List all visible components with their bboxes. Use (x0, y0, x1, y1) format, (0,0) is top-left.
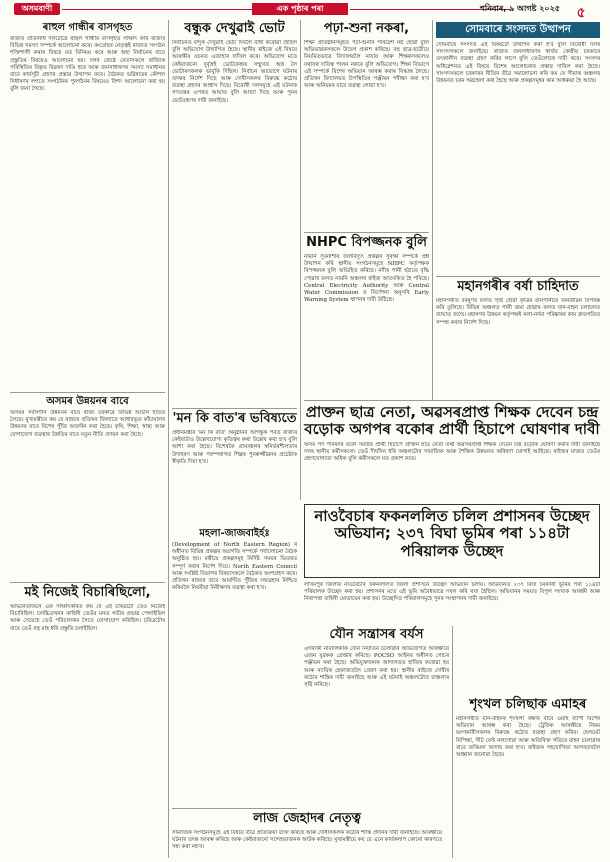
body-mahla: (Development of North Eastern Region) ৰ অধীনত বিভিন্ন প্ৰকল্পৰ অগ্ৰগতি সম্পৰ্কে পৰ্যালোচনা বৈঠক অনুষ্ঠিত হয়। মন্ত্ৰীয়ে প্ৰকল্পসমূহ নিৰ্দিষ্ট সময়ৰ ভিতৰত সম্পূৰ্ণ কৰাৰ নিৰ্দেশ দিয়ে। North Eastern Council আৰু সংশ্লিষ্ট বিভাগৰ বিষয়াসকলে বৈঠকত অংশগ্ৰহণ কৰে। প্ৰতিখন ৰাজ্যৰ বাবে আবণ্টিত পুঁজিৰ সদ্ব্যৱহাৰ নিশ্চিত কৰিবলৈ নিয়মীয়া নিৰীক্ষণৰ ব্যৱস্থা কৰা হ'ব। (172, 542, 297, 592)
page-number: ৫ (576, 5, 586, 21)
body-asom: অসমৰ সৰ্বাংগীন উন্নয়নৰ বাবে ৰাজ্য চৰকাৰে বিভিন্ন আঁচনি হাতত লৈছে। মুখ্যমন্ত্ৰীয়ে কয় যে ৰাজ্যৰ প্ৰতিখন জিলাতে আধাৰভূত কাঁচামালৰ উন্নয়নৰ বাবে বিশেষ পুঁজি আবণ্টন কৰা হৈছে। কৃষি, শিক্ষা, স্বাস্থ্য আৰু যোগাযোগ ব্যৱস্থাৰ উন্নতিৰ বাবে নতুন নীতি প্ৰণয়ন কৰা হৈছে। (10, 410, 165, 438)
headline-porha: পঢ়া-শুনা নকৰা, (323, 21, 410, 36)
body-mon: প্ৰধানমন্ত্ৰীৰ 'মন কি বাত' অনুষ্ঠানৰ আগন্তুক পৰ্বত ৰাজ্যৰ কেইবাটাও উল্লেখযোগ্য কৃতিত্বৰ কথা উল্লেখ কৰা হ'ব বুলি আশা কৰা হৈছে। বিশেষকৈ গ্ৰামাঞ্চলৰ স্বনিৰ্ভৰশীলতাৰ উদাহৰণ আৰু পৰম্পৰাগত শিল্পৰ পুনৰুজ্জীৱনৰ প্ৰচেষ্টাক স্বীকৃতি দিয়া হ'ব। (172, 430, 297, 465)
headline-mai: মই নিজেই বিচাৰিছিলো, (24, 585, 151, 600)
column-rule (452, 626, 453, 858)
body-porha: শিক্ষা প্ৰতিষ্ঠানসমূহত পঢ়া-শুনাৰ পৰিৱেশ নষ্ট হোৱা বুলি অভিভাৱকসকলে উদ্বেগ প্ৰকাশ কৰিছে। বহু ছাত্ৰ-ছাত্ৰীয়ে নিয়মিতভাৱে বিদ্যালয়লৈ নাযায় আৰু শিক্ষকসকলেও যথাযথ দায়িত্ব পালন নকৰে বুলি অভিযোগ। শিক্ষা বিভাগে এই সম্পৰ্কে বিশেষ অভিযান আৰম্ভ কৰাৰ সিদ্ধান্ত লৈছে। প্ৰতিখন বিদ্যালয়ত উপস্থিতিৰ পঞ্জীয়ন পৰীক্ষা কৰা হ'ব আৰু অনিয়মৰ বাবে ব্যৱস্থা লোৱা হ'ব। (304, 40, 429, 90)
headline-mahanagar: মহানগৰীৰ বৰ্ষা চাহিদাত (457, 279, 579, 294)
headline-bandh: বন্ধুক দেখুৱাই ভোট (184, 21, 285, 36)
body-prakton: অসম গণ পৰিষদৰ বকো সমষ্টিৰ প্ৰাৰ্থী হিচাপে প্ৰাক্তন ছাত্ৰ নেতা তথা অৱসৰপ্ৰাপ্ত শিক্ষক দেবেন চন্দ্ৰ বড়োক ঘোষণা কৰাৰ দাবী জনাইছে দলৰ স্থানীয় কৰ্মীসকলে। তেওঁ দীৰ্ঘদিন ধৰি অঞ্চলটোৰ সামাজিক আৰু শৈক্ষিক উন্নয়নত অৰিহণা যোগাই আহিছে। ৰাইজৰ মাজত তেওঁৰ গ্ৰহণযোগ্যতা অধিক বুলি কৰ্মীসকলে মত প্ৰকাশ কৰে। (304, 442, 600, 463)
body-bandh: নিৰ্বাচনত বন্দুক দেখুৱাই ভোট দিবলৈ বাধ্য কৰোৱা হৈছিল বুলি অভিযোগ উত্থাপিত হৈছে। স্থানীয় ৰাইজে এই বিষয়ে আৰক্ষীৰ ওচৰত এজাহাৰ দাখিল কৰে। অভিযোগ মতে কেইবাজনো দুৰ্বৃত্তই ভোটকেন্দ্ৰৰ সন্মুখত অস্ত্ৰ লৈ ভোটাৰসকলক ভাবুকি দিছিল। নিৰ্বাচন আয়োগে ঘটনাৰ তদন্তৰ নিৰ্দেশ দিছে আৰু দোষীসকলৰ বিৰুদ্ধে কঠোৰ ব্যৱস্থা গ্ৰহণৰ আশ্বাস দিছে। বিৰোধী দলসমূহে এই ঘটনাক গণতন্ত্ৰৰ ওপৰত আঘাত বুলি আখ্যা দিছে আৰু পুনৰ ভোটগ্ৰহণৰ দাবী জনাইছে। (172, 40, 297, 104)
section-divider (10, 582, 165, 583)
body-shrinkhal: মহানগৰীত যান-বাহনৰ শৃংখলা ৰক্ষাৰ বাবে এমাহ ব্যাপী বিশেষ অভিযান আৰম্ভ কৰা হৈছে। ট্ৰেফিক আৰক্ষীয়ে নিয়ম ভংগকাৰীসকলৰ বিৰুদ্ধে কঠোৰ ব্যৱস্থা গ্ৰহণ কৰিব। হেলমেট নিপিন্ধা, সীট বেল্ট নলগোৱা আৰু অতিৰিক্ত গতিৰে বাহন চলোৱাৰ বাবে জৰিমনা আদায় কৰা হ'ব। ৰাইজক সহযোগিতা আগবঢ়াবলৈ আহ্বান জনোৱা হৈছে। (456, 716, 600, 759)
header-divider (62, 9, 252, 10)
body-mahanagar: মহানগৰীত বৰষুণৰ ফলত সৃষ্টি হোৱা কৃত্ৰিম বানপানীয়ে জনজীৱন বিপৰ্যস্ত কৰি তুলিছে। বিভিন্ন অঞ্চলত পানী জমা হোৱাৰ ফলত যান-বাহন চলাচলত ব্যাঘাত জন্মে। মহানগৰ উন্নয়ন কৰ্তৃপক্ষই নলা-নৰ্দমা পৰিষ্কাৰৰ কাম দ্ৰুতগতিত সম্পন্ন কৰাৰ নিৰ্দেশ দিছে। (436, 298, 600, 326)
headline-mon: 'মন কি বাত'ৰ ভবিষ্যতে (172, 411, 297, 426)
headline-asom: অসমৰ উন্নয়নৰ বাবে (46, 396, 129, 407)
headline-jaun: যৌন সন্ত্ৰাসৰ বৰ্যস (329, 627, 424, 642)
section-divider (304, 400, 600, 401)
column-rule (168, 20, 169, 858)
section-divider (172, 808, 297, 809)
headline-naobaisa: নাওবৈচাৰ ফকনললিত চলিল প্ৰশাসনৰ উচ্ছেদ অভিযান; ২৩৭ বিঘা ভূমিৰ পৰা ১১৪টা পৰিয়ালক উচ্ছেদ (314, 507, 590, 560)
body-laj: সামাজিক সংগঠনসমূহে এই বিষয়ে তীব্ৰ প্ৰতিক্ৰিয়া ব্যক্ত কৰিছে আৰু দোষীসকলক কঠোৰ শাস্তি প্ৰদানৰ দাবী জনাইছে। আৰক্ষীয়ে ঘটনাৰ তদন্ত আৰম্ভ কৰিছে আৰু কেইবাজনো সন্দেহভাজনক আটক কৰিছে। মুখ্যমন্ত্ৰীয়ে কয় যে এনে কাৰ্যকলাপ কোনো কাৰণতে সহ্য কৰা নহ'ব। (172, 830, 442, 851)
body-sansad: সোমবাৰে সংসদত এই বিষয়টো উত্থাপন কৰা হ'ব বুলি বিৰোধী দলৰ সাংসদসকলে জনাইছে। ৰাজ্যৰ জনসাধাৰণৰ স্বাৰ্থত কেন্দ্ৰীয় চৰকাৰে তৎকালীন ব্যৱস্থা গ্ৰহণ কৰিব লাগে বুলি তেওঁলোকে দাবী কৰে। সংসদৰ অধিৱেশনত এই বিষয়ে বিশেষ আলোচনাৰ প্ৰস্তাৱ দাখিল কৰা হৈছে। সাংসদসকলে চৰকাৰৰ নীতিৰ তীব্ৰ সমালোচনা কৰি কয় যে সীমান্ত অঞ্চলৰ উন্নয়নত চৰম অৱহেলা কৰা হৈছে আৰু প্ৰকল্পসমূহৰ কাম আধৰুৱা হৈ আছে। (436, 42, 600, 85)
masthead-logo: অসমবাণী (14, 3, 60, 15)
headline-prakton: প্ৰাক্তন ছাত্ৰ নেতা, অৱসৰপ্ৰাপ্ত শিক্ষক দেবেন চন্দ্ৰ বড়োক অগপৰ বকোৰ প্ৰাৰ্থী হিচাপে ঘোষণাৰ দাবী (304, 403, 600, 439)
body-naobaisa: লখিমপুৰ জিলাৰ নাওবৈচাৰ ফকনললিত জিলা প্ৰশাসনে উচ্ছেদ অভিযান চলায়। অভিযানত ২৩৭ বিঘা চৰকাৰী ভূমিৰ পৰা ১১৪টা পৰিয়ালক উচ্ছেদ কৰা হয়। প্ৰশাসনৰ মতে এই ভূমি অবৈধভাৱে দখল কৰি ৰখা হৈছিল। অভিযানৰ সময়ত বিপুল সংখ্যক আৰক্ষী আৰু নিৰাপত্তা বাহিনী মোতায়েন কৰা হয়। উচ্ছেদিত পৰিয়ালসমূহে পুনৰ সংস্থাপনৰ দাবী জনাইছে। (304, 582, 600, 603)
headline-rahul: ৰাহুল গান্ধীৰ বাসগৃহত (42, 22, 133, 33)
page-header (0, 0, 610, 21)
column-rule (432, 20, 433, 400)
headline-sansad: সোমবাৰে সংসদত উত্থাপন (436, 22, 600, 38)
headline-mahla: মহলা-জাজবাইৰ্হঃ (199, 528, 270, 539)
column-rule (300, 20, 301, 500)
section-divider (10, 392, 165, 393)
body-jaun: এগৰাকী নাবালিকাক যৌন নিৰ্যাতন চলোৱাৰ অভিযোগত আৰক্ষীয়ে এজন যুৱকক গ্ৰেপ্তাৰ কৰিছে। POCSO আইনৰ অধীনত গোচৰ পঞ্জীয়ন কৰা হৈছে। অভিযুক্তজনক আদালতত হাজিৰ কৰোৱা হয় আৰু ন্যায়িক হেফাজতলৈ প্ৰেৰণ কৰা হয়। স্থানীয় ৰাইজে দোষীৰ কঠোৰ শাস্তিৰ দাবী জনাইছে আৰু এই ঘটনাই অঞ্চলটোত চাঞ্চল্যৰ সৃষ্টি কৰিছে। (304, 646, 449, 689)
headline-nhpc: NHPC বিপজ্জনক বুলি (306, 235, 427, 250)
section-label: এক পৃষ্ঠাৰ পৰা (252, 3, 348, 15)
body-rahul: ৰাজ্যৰ প্ৰতিনিধি দলটোৱে ৰাহুল গান্ধীৰ বাসগৃহত সাক্ষাৎ কৰি ৰাজ্যৰ বিভিন্ন সমস্যা সম্পৰ্কে আলোচনা কৰে। কংগ্ৰেছৰ নেতৃত্বই ৰাজ্যত সংগঠন শক্তিশালী কৰাৰ বিষয়ে মত বিনিময় কৰে আৰু অহা নিৰ্বাচনৰ বাবে প্ৰস্তুতিৰ বিষয়েও আলোচনা হয়। দলৰ জ্যেষ্ঠ নেতাসকলে ৰাজ্যিক পৰিস্থিতিৰ বিস্তৃত বিৱৰণ দাঙি ধৰে আৰু জনসাধাৰণৰ সমস্যা সমাধানৰ বাবে কাৰ্যসূচী গ্ৰহণৰ প্ৰস্তাৱ উত্থাপন কৰে। বৈঠকত ভৱিষ্যতৰ কৌশল নিৰ্ধাৰণৰ লগতে সংগঠনিক পুনৰ্গঠনৰ বিষয়েও বিশদ আলোচনা কৰা হয় বুলি জনা গৈছে। (10, 36, 165, 93)
section-divider (172, 408, 297, 409)
section-divider (436, 276, 600, 277)
body-mai: অভিনেতাজনে এক সাক্ষাৎকাৰত কয় যে এই চৰিত্ৰটো তেওঁ নিজেই বিচাৰিছিল। চলচ্চিত্ৰখনৰ কাহিনী তেওঁৰ মনত গভীৰ প্ৰভাৱ পেলাইছিল আৰু সেয়েহে তেওঁ পৰিচালকৰ সৈতে যোগাযোগ কৰিছিল। চৰিত্ৰটোৰ বাবে তেওঁ বহু মাহ ধৰি প্ৰস্তুতি চলাইছিল। (10, 604, 165, 632)
section-divider (304, 232, 429, 233)
headline-shrinkhal: শৃংখল চলিছাক এমাহৰ (469, 697, 587, 712)
issue-date: শনিবাৰ, ৯ আগষ্ট ২০২৫ (480, 4, 560, 13)
body-nhpc: নামনি সুবনশিৰি জলবিদ্যুৎ প্ৰকল্পৰ সুৰক্ষা সম্পৰ্কে প্ৰশ্ন উত্থাপন কৰি স্থানীয় সংগঠনসমূহে NHPC কৰ্তৃপক্ষক বিপজ্জনক বুলি অভিহিত কৰিছে। নদীৰ পানী হঠাতে বৃদ্ধি পোৱাৰ ফলত নামনি অঞ্চলৰ ৰাইজ আতংকিত হৈ পৰিছে। Central Electricity Authority আৰু Central Water Commission ৰ নিৰ্দেশনা অনুসৰি Early Warning System স্থাপনৰ দাবী উঠিছে। (304, 254, 429, 304)
headline-laj: লাজ জেহাদৰ নেতৃত্ব (253, 811, 361, 826)
